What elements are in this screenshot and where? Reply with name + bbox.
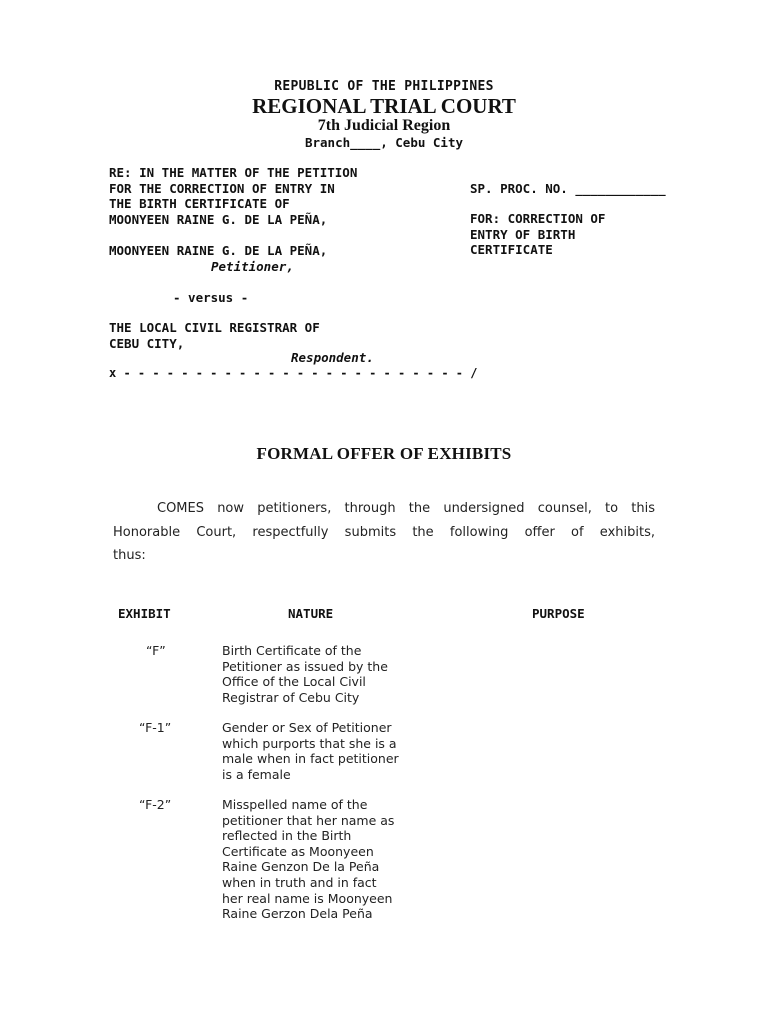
nature-line: Petitioner as issued by the: [222, 658, 388, 674]
nature-line: petitioner that her name as: [222, 812, 395, 828]
respondent-block: [109, 320, 320, 351]
intro-line: thus:: [113, 548, 146, 563]
nature-line: Office of the Local Civil: [222, 674, 366, 690]
for-line: ENTRY OF BIRTH: [470, 226, 576, 242]
respondent-role: Respondent.: [291, 350, 374, 365]
header-purpose: PURPOSE: [532, 606, 585, 621]
sp-proc-number: SP. PROC. NO. ____________: [470, 181, 666, 196]
nature-line: her real name is Moonyeen: [222, 890, 393, 906]
nature-line: Certificate as Moonyeen: [222, 843, 374, 859]
nature-line: Birth Certificate of the: [222, 643, 362, 658]
republic-heading: REPUBLIC OF THE PHILIPPINES: [274, 79, 494, 94]
document-title: FORMAL OFFER OF EXHIBITS: [256, 444, 512, 463]
re-line: RE: IN THE MATTER OF THE PETITION: [109, 165, 358, 180]
caption-closing-line: x - - - - - - - - - - - - - - - - - - - - - - - - /: [109, 366, 478, 380]
nature-line: Gender or Sex of Petitioner: [222, 720, 392, 735]
nature-line: reflected in the Birth: [222, 828, 352, 844]
petitioner-name: MOONYEEN RAINE G. DE LA PEÑA,: [109, 243, 328, 258]
nature-line: Registrar of Cebu City: [222, 689, 360, 705]
versus-label: - versus -: [173, 290, 249, 305]
respondent-line: THE LOCAL CIVIL REGISTRAR OF: [109, 320, 320, 335]
nature-line: when in truth and in fact: [222, 874, 377, 890]
intro-paragraph: [113, 497, 655, 568]
nature-line: Raine Gerzon Dela Peña: [222, 906, 373, 922]
respondent-line: CEBU CITY,: [109, 335, 185, 351]
intro-line: Honorable Court, respectfully submits the following offer of exhibits,: [113, 524, 655, 540]
intro-line: COMES now petitioners, through the undersigned counsel, to this: [157, 501, 655, 516]
exhibit-nature: [222, 643, 388, 705]
re-line: THE BIRTH CERTIFICATE OF: [109, 196, 290, 211]
exhibit-label: “F-2”: [139, 797, 172, 812]
nature-line: is a female: [222, 766, 291, 782]
re-line: MOONYEEN RAINE G. DE LA PEÑA,: [109, 211, 328, 227]
court-heading: REGIONAL TRIAL COURT: [252, 94, 516, 118]
for-line: CERTIFICATE: [470, 242, 553, 257]
exhibit-nature: [222, 797, 394, 922]
header-nature: NATURE: [288, 606, 334, 621]
for-line: FOR: CORRECTION OF: [470, 211, 606, 226]
exhibit-nature: [222, 720, 399, 782]
re-block: [109, 165, 357, 227]
nature-line: Raine Genzon De la Peña: [222, 859, 380, 875]
exhibit-label: “F”: [146, 643, 166, 658]
for-block: [470, 211, 605, 258]
petitioner-role: Petitioner,: [211, 259, 294, 274]
nature-line: which purports that she is a: [222, 735, 397, 751]
exhibit-label: “F-1”: [139, 720, 172, 735]
header-exhibit: EXHIBIT: [118, 606, 171, 621]
region-heading: 7th Judicial Region: [317, 117, 451, 134]
re-line: FOR THE CORRECTION OF ENTRY IN: [109, 180, 335, 196]
nature-line: Misspelled name of the: [222, 797, 368, 812]
branch-line: Branch____, Cebu City: [304, 135, 464, 150]
nature-line: male when in fact petitioner: [222, 751, 399, 767]
